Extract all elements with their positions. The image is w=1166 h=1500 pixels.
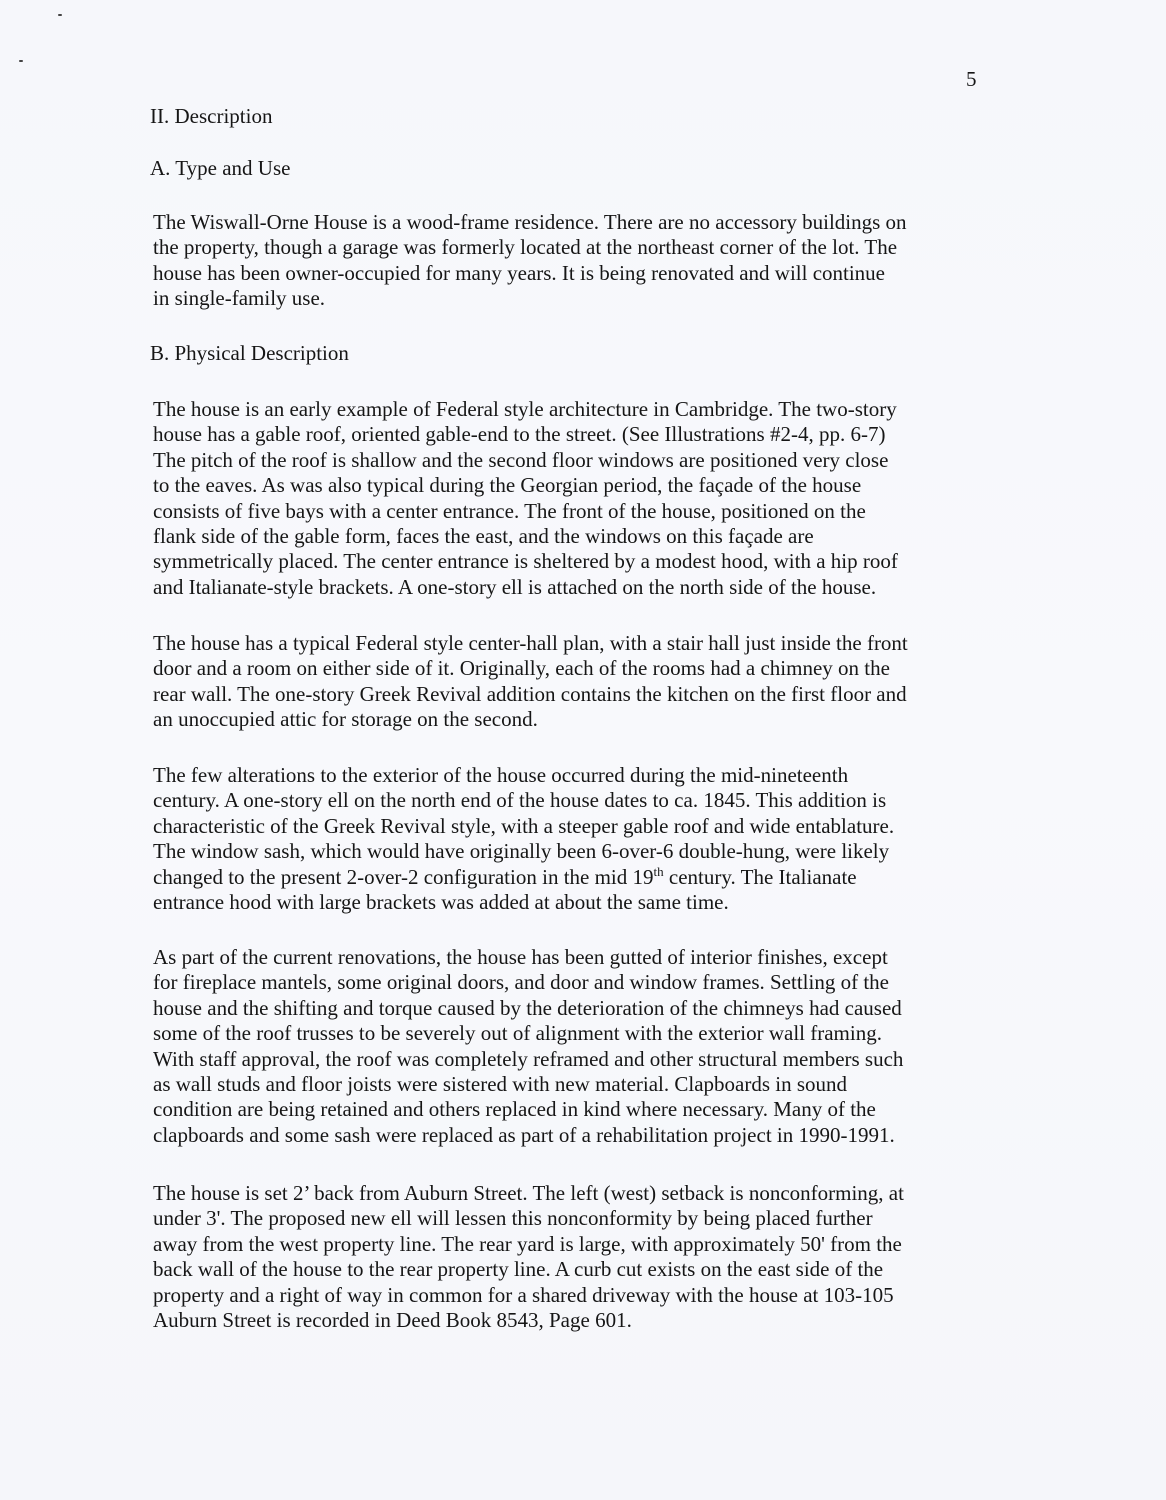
text-line: symmetrically placed. The center entrance is sheltered by a modest hood, with a hip roof <box>153 549 898 574</box>
text-line: house has a gable roof, oriented gable-end to the street. (See Illustrations #2-4, pp. 6-7) <box>153 422 886 447</box>
text-line: characteristic of the Greek Revival style, with a steeper gable roof and wide entablature. <box>153 813 895 838</box>
text-fragment: century. The Italianate <box>663 864 857 889</box>
paragraph-current-renovations <box>153 945 983 1148</box>
text-line: flank side of the gable form, faces the east, and the windows on this façade are <box>153 524 814 549</box>
scan-speck <box>19 60 23 62</box>
page-number: 5 <box>966 67 977 91</box>
text-fragment: changed to the present 2-over-2 configuration in the mid 19 <box>153 864 654 889</box>
paragraph-exterior-alterations <box>153 763 983 915</box>
section-title: II. Description <box>150 104 273 128</box>
scan-speck <box>58 14 62 16</box>
text-line: rear wall. The one-story Greek Revival addition contains the kitchen on the first floor and <box>153 681 907 706</box>
text-line: door and a room on either side of it. Originally, each of the rooms had a chimney on the <box>153 656 890 681</box>
text-line: under 3'. The proposed new ell will lessen this nonconformity by being placed further <box>153 1206 873 1231</box>
text-line: for fireplace mantels, some original doors, and door and window frames. Settling of the <box>153 970 889 995</box>
text-line: to the eaves. As was also typical during the Georgian period, the façade of the house <box>153 473 862 498</box>
text-line-with-superscript <box>153 865 983 890</box>
text-line: consists of five bays with a center entrance. The front of the house, positioned on the <box>153 498 866 523</box>
text-line: house and the shifting and torque caused by the deterioration of the chimneys had caused <box>153 995 902 1020</box>
text-line: The pitch of the roof is shallow and the second floor windows are positioned very close <box>153 447 889 472</box>
text-line: an unoccupied attic for storage on the second. <box>153 707 538 732</box>
ordinal-superscript: th <box>653 863 664 879</box>
text-line: entrance hood with large brackets was added at about the same time. <box>153 890 729 915</box>
text-line: The Wiswall-Orne House is a wood-frame residence. There are no accessory buildings on <box>153 210 907 234</box>
text-line: in single-family use. <box>153 286 326 311</box>
text-line: With staff approval, the roof was completely reframed and other structural members such <box>153 1046 904 1071</box>
paragraph-style-overview <box>153 397 983 600</box>
text-line: the property, though a garage was formerly located at the northeast corner of the lot. The <box>153 235 898 260</box>
paragraph-floor-plan <box>153 631 983 733</box>
subsection-heading-physical-description: B. Physical Description <box>150 341 349 365</box>
text-line: house has been owner-occupied for many years. It is being renovated and will continue <box>153 260 886 285</box>
text-line: as wall studs and floor joists were sistered with new material. Clapboards in sound <box>153 1072 848 1097</box>
text-line: The window sash, which would have originally been 6-over-6 double-hung, were likely <box>153 839 890 864</box>
text-line: and Italianate-style brackets. A one-story ell is attached on the north side of the house. <box>153 574 877 599</box>
text-line: century. A one-story ell on the north end of the house dates to ca. 1845. This addition is <box>153 788 887 813</box>
text-line: some of the roof trusses to be severely out of alignment with the exterior wall framing. <box>153 1021 882 1046</box>
text-line: property and a right of way in common for a shared driveway with the house at 103-105 <box>153 1282 894 1307</box>
text-line: The house has a typical Federal style center-hall plan, with a stair hall just inside the front <box>153 631 908 655</box>
text-line: The house is an early example of Federal style architecture in Cambridge. The two-story <box>153 397 897 421</box>
text-line: The few alterations to the exterior of the house occurred during the mid-nineteenth <box>153 763 849 787</box>
paragraph-site-setbacks <box>153 1181 983 1333</box>
text-line: back wall of the house to the rear property line. A curb cut exists on the east side of the <box>153 1257 884 1282</box>
text-line: clapboards and some sash were replaced as part of a rehabilitation project in 1990-1991. <box>153 1122 895 1147</box>
subsection-heading-type-and-use: A. Type and Use <box>150 156 291 180</box>
text-line: Auburn Street is recorded in Deed Book 8543, Page 601. <box>153 1308 632 1333</box>
text-line: away from the west property line. The rear yard is large, with approximately 50' from the <box>153 1231 902 1256</box>
text-line: The house is set 2’ back from Auburn Street. The left (west) setback is nonconforming, at <box>153 1181 904 1205</box>
paragraph-type-and-use <box>153 210 983 312</box>
text-line: As part of the current renovations, the house has been gutted of interior finishes, except <box>153 945 888 969</box>
text-line: condition are being retained and others replaced in kind where necessary. Many of the <box>153 1097 876 1122</box>
